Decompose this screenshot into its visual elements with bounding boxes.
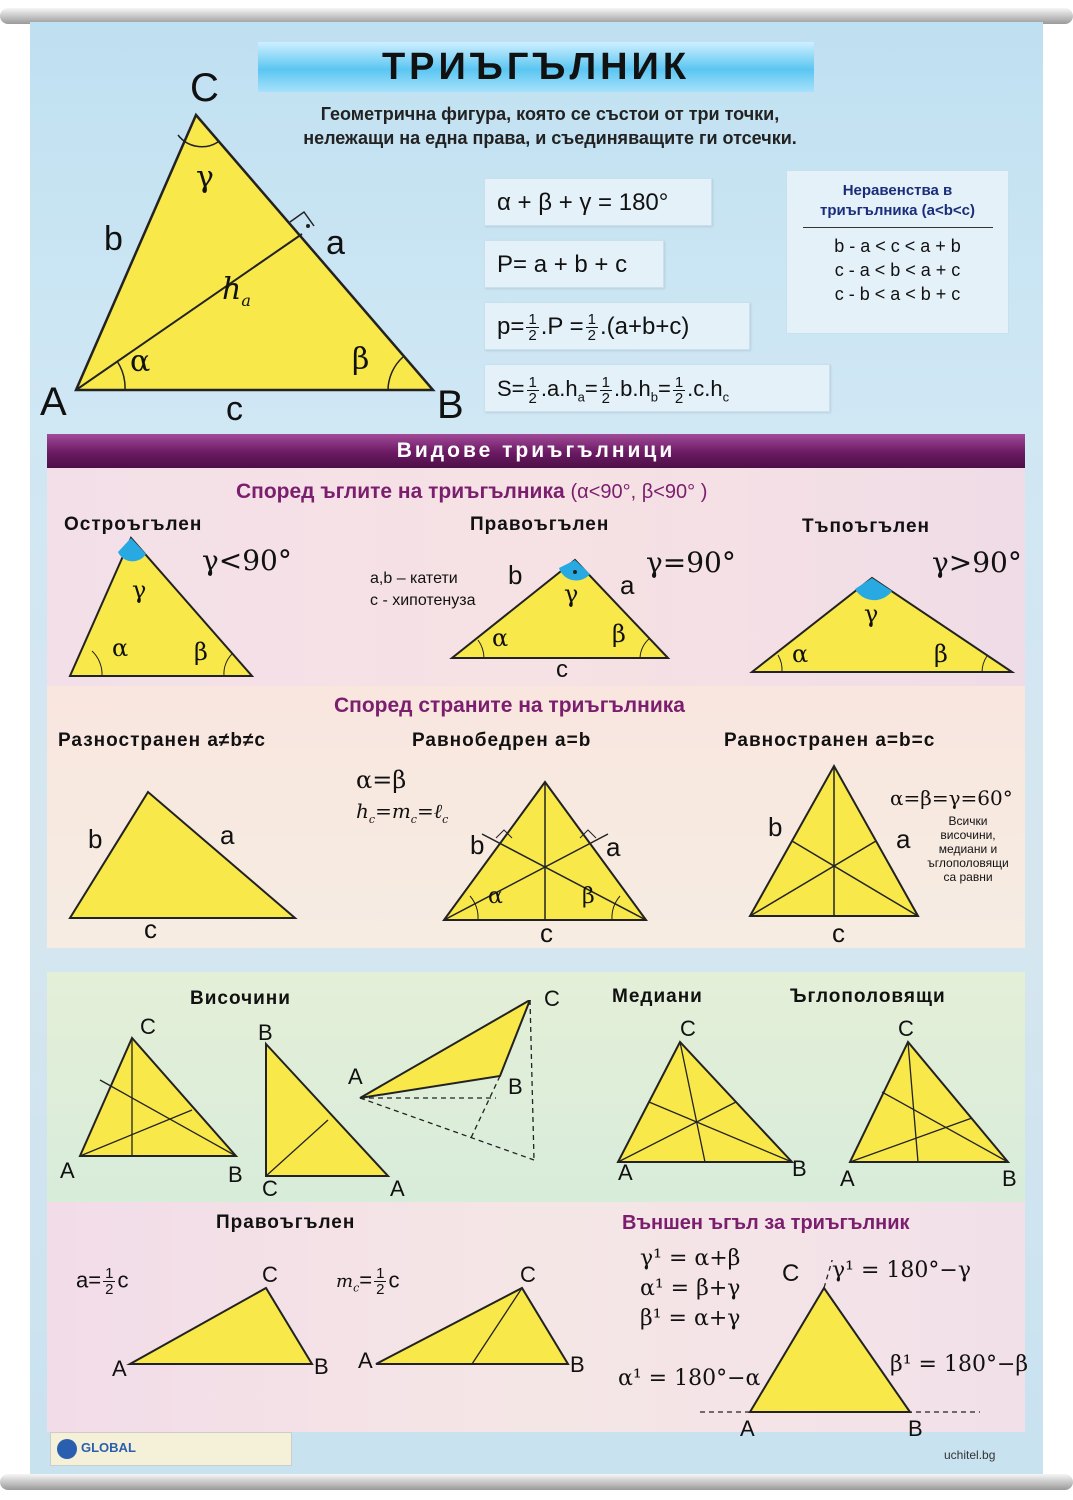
definition-line-2: нележащи на една права, и съединяващите ги отсечки.	[303, 128, 797, 148]
area-sub-3: c	[722, 389, 730, 405]
heights2-a: A	[390, 1176, 405, 1201]
height-label	[222, 272, 251, 310]
semi-fraction-1	[526, 312, 538, 343]
main-triangle-figure	[30, 60, 490, 440]
rule1-prefix: a=	[76, 1267, 102, 1293]
frac-den: 2	[376, 1281, 385, 1298]
rt1-c: C	[262, 1262, 278, 1287]
exterior-angle-heading: Външен ъгъл за триъгълник	[622, 1212, 910, 1234]
frac-den: 2	[528, 327, 537, 345]
acute-condition: γ<90°	[202, 544, 292, 577]
scalene-a: a	[220, 820, 235, 850]
rt2-a: A	[358, 1348, 373, 1373]
bottom-figures	[60, 1260, 1020, 1440]
frac-num: 1	[528, 311, 537, 329]
medians-heading: Медиани	[612, 986, 703, 1007]
semi-suffix: .(a+b+c)	[600, 313, 690, 340]
bottom-hanger-rod	[0, 1474, 1073, 1490]
area-term-3: .c.h	[687, 376, 723, 401]
heights2-c: C	[262, 1176, 278, 1201]
right-alpha: α	[492, 624, 509, 652]
semi-fraction-2	[586, 312, 598, 343]
acute-gamma: γ	[132, 576, 147, 604]
rel-line-heights: $h_c=m_c=\ell_c$	[356, 799, 449, 826]
site-url: uchitel.bg	[944, 1448, 996, 1462]
ext-rule: β¹ = α+γ	[640, 1306, 741, 1331]
rt2-b: B	[570, 1352, 585, 1377]
area-term-1: .a.h	[540, 376, 578, 401]
bisectors-a: A	[840, 1166, 855, 1191]
vertex-c-label: C	[190, 66, 219, 110]
angles-heading	[236, 480, 707, 504]
heights-heading: Височини	[190, 988, 291, 1009]
definition-line-1: Геометрична фигура, която се състои от три точки,	[320, 104, 780, 124]
obtuse-name: Тъпоъгълен	[802, 516, 931, 537]
heights3-a: A	[348, 1064, 363, 1089]
semi-perimeter-formula	[484, 302, 750, 350]
isosceles-c: c	[540, 918, 553, 948]
obtuse-condition: γ>90°	[932, 546, 1022, 579]
rel-h: h	[356, 799, 369, 823]
area-fraction-3	[673, 375, 685, 406]
right-b: b	[508, 560, 523, 590]
ext-alpha: α¹ = 180°−α	[618, 1366, 761, 1391]
acute-beta: β	[194, 638, 208, 666]
ext-rule: α¹ = β+γ	[640, 1276, 741, 1301]
height-letter: h	[222, 272, 242, 307]
area-prefix: S=	[497, 376, 525, 401]
right-a: a	[620, 570, 635, 600]
note-line: медиани и	[938, 842, 998, 856]
area-eq-1: =	[584, 376, 598, 401]
note-line: височини,	[940, 828, 996, 842]
special-lines-figures	[60, 1000, 1040, 1200]
rule2-end: c	[388, 1267, 400, 1293]
isosceles-b: b	[470, 830, 485, 860]
right-note-1: a,b – катети	[370, 570, 458, 587]
heights3-c: C	[544, 986, 560, 1011]
area-term-2: .b.h	[614, 376, 651, 401]
medians-c: C	[680, 1016, 696, 1041]
frac-den: 2	[528, 389, 537, 407]
medians-a: A	[618, 1160, 633, 1185]
inequalities-heading-1: Неравенства в	[842, 182, 953, 199]
heights-a: A	[60, 1158, 75, 1183]
inequalities-heading	[787, 181, 1008, 221]
divider	[803, 227, 993, 228]
area-sub-2: b	[650, 389, 658, 405]
vertex-a-label: A	[40, 380, 67, 424]
obtuse-beta: β	[934, 640, 948, 668]
frac-den: 2	[601, 389, 611, 407]
right-c: c	[556, 656, 568, 683]
rel-m: =m	[375, 799, 411, 823]
heights2-b: B	[258, 1020, 273, 1045]
angle-types-figures	[60, 530, 1040, 690]
angle-gamma-label: γ	[196, 160, 214, 195]
heights-c: C	[140, 1014, 156, 1039]
publisher-name: GLOBAL	[81, 1440, 136, 1455]
sides-heading: Според страните на триъгълника	[334, 694, 685, 717]
rt1-b: B	[314, 1354, 329, 1379]
heights3-b: B	[508, 1074, 523, 1099]
scalene-c: c	[144, 914, 157, 944]
side-a-label: a	[326, 224, 345, 262]
acute-name: Остроъгълен	[64, 514, 203, 535]
isosceles-alpha: α	[488, 884, 503, 909]
side-c-label: c	[226, 390, 243, 428]
medians-b: B	[792, 1156, 807, 1181]
angles-condition: (α<90°, β<90° )	[570, 481, 708, 503]
types-banner-title: Видове триъгълници	[396, 439, 676, 462]
ext-b: B	[908, 1416, 923, 1441]
rule1-end: c	[117, 1267, 129, 1293]
rt1-a: A	[112, 1356, 127, 1381]
page-title: ТРИЪГЪЛНИК	[381, 46, 691, 88]
side-b-label: b	[104, 220, 123, 258]
height-subscript: a	[241, 291, 251, 310]
area-sub-1: a	[577, 389, 585, 405]
inequality-line: c - b < a < b + c	[834, 284, 961, 304]
ext-rule: γ¹ = α+β	[640, 1246, 741, 1271]
perimeter-formula: P= a + b + c	[484, 240, 664, 288]
rt2-c: C	[520, 1262, 536, 1287]
angles-heading-text: Според ъглите на триъгълника	[236, 480, 565, 503]
isosceles-rel-angles: α=β	[356, 766, 407, 794]
ext-a: A	[740, 1416, 755, 1441]
bisectors-b: B	[1002, 1166, 1017, 1191]
isosceles-a: a	[606, 832, 621, 862]
right-triangle-heading: Правоъгълен	[216, 1212, 356, 1233]
isosceles-name: Равнобедрен a=b	[412, 730, 592, 751]
bisectors-c: C	[898, 1016, 914, 1041]
publisher-block	[50, 1432, 292, 1466]
inequality-line: b - a < c < a + b	[834, 236, 961, 256]
equilateral-b: b	[768, 812, 783, 842]
area-fraction-2	[600, 375, 612, 406]
equilateral-condition: α=β=γ=60°	[890, 786, 1013, 810]
frac-num: 1	[587, 311, 596, 329]
bisectors-heading: Ъглополовящи	[790, 986, 946, 1007]
right-gamma: γ	[564, 580, 579, 608]
publisher-logo-icon	[57, 1439, 77, 1459]
inequality-line: c - a < b < a + c	[834, 260, 961, 280]
obtuse-gamma: γ	[864, 600, 879, 628]
ext-beta: β¹ = 180°−β	[890, 1352, 1029, 1377]
area-fraction-1	[527, 375, 539, 406]
ext-c: C	[782, 1260, 800, 1287]
note-line: ъглополовящи	[927, 856, 1009, 870]
right-beta: β	[612, 620, 626, 648]
frac-num: 1	[601, 373, 611, 391]
heights-b: B	[228, 1162, 243, 1187]
angle-alpha-label: α	[130, 344, 151, 379]
frac-num: 1	[528, 373, 537, 391]
semi-mid: .P =	[540, 313, 584, 340]
angle-beta-label: β	[352, 342, 370, 377]
right-note-2: c - хипотенуза	[370, 592, 476, 609]
frac-den: 2	[587, 327, 596, 345]
acute-alpha: α	[112, 634, 129, 662]
frac-den: 2	[674, 389, 684, 407]
frac-num: 1	[674, 373, 684, 391]
equilateral-name: Равностранен a=b=c	[724, 730, 936, 751]
frac-num: 1	[105, 1265, 114, 1282]
note-line: са равни	[943, 870, 993, 884]
equilateral-a: a	[896, 824, 911, 854]
right-rule-2: $m_c=$ $\frac{1}{2}$ c	[336, 1265, 400, 1298]
equilateral-c: c	[832, 918, 845, 948]
equilateral-note	[916, 814, 1020, 884]
ext-gamma: γ¹ = 180°−γ	[832, 1258, 971, 1283]
note-line: Всички	[948, 814, 988, 828]
isosceles-beta: β	[582, 884, 595, 909]
scalene-name: Разностранен a≠b≠c	[58, 730, 266, 751]
right-name: Правоъгълен	[470, 514, 610, 535]
area-eq-2: =	[657, 376, 671, 401]
inequalities-heading-2: триъгълника (a<b<c)	[819, 202, 976, 219]
frac-num: 1	[376, 1265, 385, 1282]
scalene-b: b	[88, 824, 103, 854]
rel-l: =ℓ	[416, 799, 443, 823]
area-formula	[484, 364, 830, 412]
isosceles-relations	[356, 798, 448, 833]
vertex-b-label: B	[437, 383, 464, 427]
frac-den: 2	[105, 1281, 114, 1298]
semi-prefix: p=	[497, 313, 525, 340]
obtuse-alpha: α	[792, 640, 809, 668]
angle-sum-formula: α + β + γ = 180°	[484, 178, 712, 226]
inequalities-box	[786, 170, 1009, 334]
right-condition: γ=90°	[646, 546, 736, 579]
exterior-rules	[640, 1244, 740, 1334]
